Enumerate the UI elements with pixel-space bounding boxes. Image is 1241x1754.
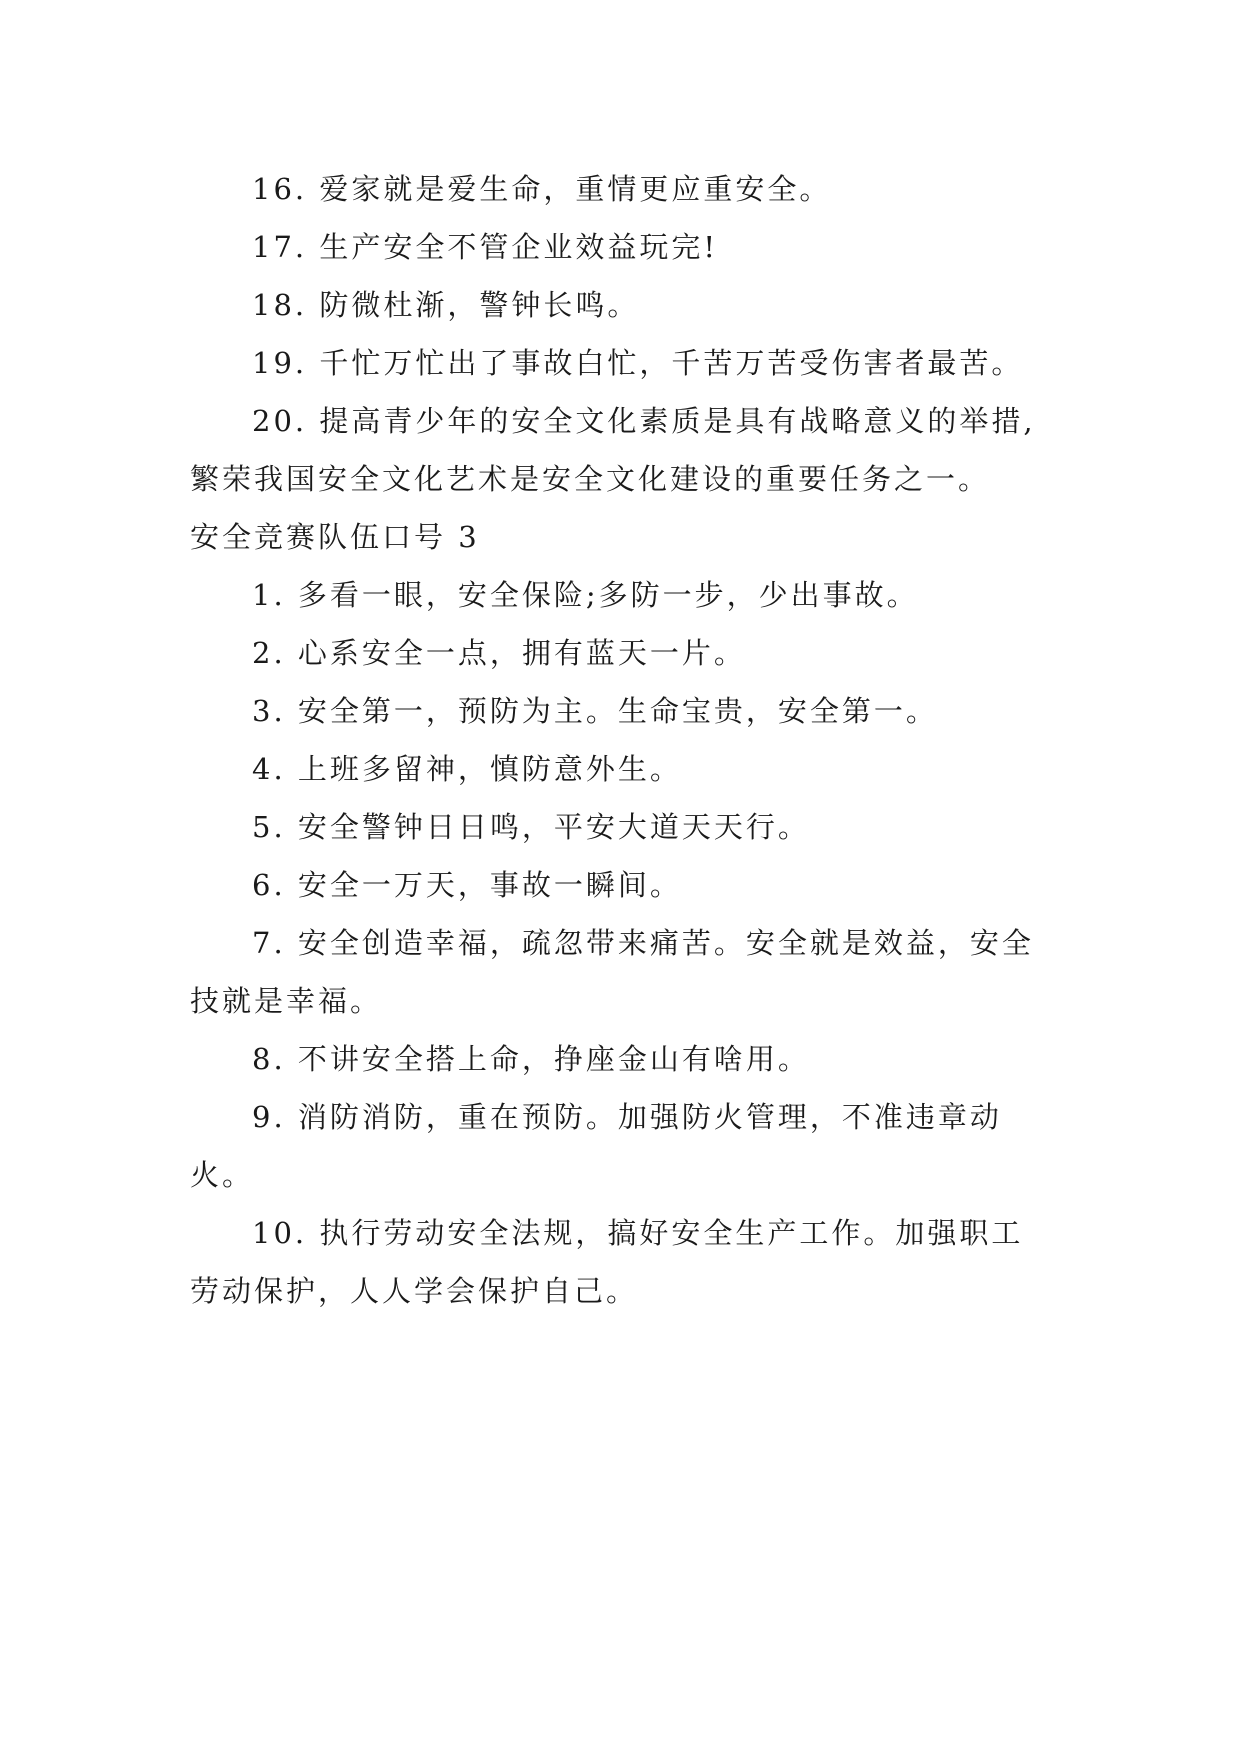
slogan-3: 3. 安全第一，预防为主。生命宝贵，安全第一。 <box>252 694 938 728</box>
slogan-19: 19. 千忙万忙出了事故白忙，千苦万苦受伤害者最苦。 <box>252 346 1024 380</box>
slogan-4: 4. 上班多留神，慎防意外生。 <box>252 752 682 786</box>
slogan-7: 7. 安全创造幸福，疏忽带来痛苦。安全就是效益，安全技就是幸福。 <box>190 926 1034 1018</box>
slogan-9: 9. 消防消防，重在预防。加强防火管理，不准违章动火。 <box>190 1100 1002 1192</box>
slogan-16: 16. 爱家就是爱生命，重情更应重安全。 <box>252 172 832 206</box>
document-body <box>190 160 1050 1320</box>
slogan-8: 8. 不讲安全搭上命，挣座金山有啥用。 <box>252 1042 810 1076</box>
slogan-17: 17. 生产安全不管企业效益玩完! <box>252 230 718 264</box>
slogan-20: 20. 提高青少年的安全文化素质是具有战略意义的举措,繁荣我国安全文化艺术是安全文化建设的重要任务之一。 <box>190 404 1036 496</box>
slogan-5: 5. 安全警钟日日鸣，平安大道天天行。 <box>252 810 810 844</box>
section-heading: 安全竞赛队伍口号 3 <box>190 520 480 554</box>
slogan-2: 2. 心系安全一点，拥有蓝天一片。 <box>252 636 746 670</box>
slogan-18: 18. 防微杜渐，警钟长鸣。 <box>252 288 640 322</box>
slogan-1: 1. 多看一眼，安全保险;多防一步，少出事故。 <box>252 578 919 612</box>
slogan-10: 10. 执行劳动安全法规，搞好安全生产工作。加强职工劳动保护，人人学会保护自己。 <box>190 1216 1024 1308</box>
slogan-6: 6. 安全一万天，事故一瞬间。 <box>252 868 682 902</box>
